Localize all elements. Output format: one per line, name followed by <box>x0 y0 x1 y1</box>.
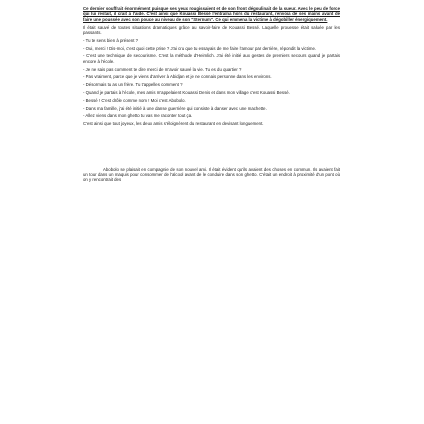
paragraph: C'est ainsi que tout joyeux, les deux amis s'éloignèrent du restaurant en devisant longuement. <box>83 121 264 127</box>
paragraph: Ce dernier souffrait énormément puisque ses yeux rougissaient et de son front dégoulinait de la sueur. Avec le peu de force qui lui restait, il crait à l'aide. C'est ainsi que Kouassi Bessé l'entraîna hors du restaurant, renvoia de ses mains avant de faire une poussée avec son pouce au niveau de son "Sternum". Ce qui emmena la victime à dégobiller énergiquement. <box>83 6 340 22</box>
dialogue-line: - Dans ma famille, j'ai été initié à une danse guerrière qui consiste à danser avec une machette. <box>83 105 267 111</box>
dialogue-line: - C'est une technique de secourisme. C'est la méthode d'Heimlich. J'ai été initié aux gestes de premiers secours quand je partais encore à l'école. <box>83 53 340 64</box>
dialogue-line: - Pas vraiment, parce que je viens d'arriver à Abidjan et je ne connais personne dans les environs. <box>83 74 272 80</box>
dialogue-line: - Oui, merci ! Dis-moi, c'est quoi cette prise ? J'ai cru que tu essayais de me faire l'amour par derrière, répondit la victime. <box>83 45 317 51</box>
dialogue-line: - Bessé ! C'est drôle comme nom ! Moi c'est Abobolo. <box>83 97 186 103</box>
paragraph: Abobolo se plaisait en compagnie de son nouvel ami. Il était évident qu'ils avaient des choses en commun. Ils avaient fait un tour dans un maquis pour consommer de l'alcool avant de le conduire dans son ghetto. C'était un endroit à proximité d'un pont où on y rencontrait des <box>83 166 340 183</box>
dialogue-line: - Allez viens dans mon ghetto tu vas me raconter tout ça. <box>83 113 193 119</box>
dialogue-line: - Désormais tu as un frère. Tu t'appelles comment ? <box>83 82 183 88</box>
dialogue-line: - Je ne sais pas comment te dire merci de m'avoir sauvé la vie. Tu es du quartier ? <box>83 66 242 72</box>
paragraph: Il était sauvé de toutes situations dramatiques grâce au savoir-faire de Kouassi Bessé. Laquelle prouesse était saluée par les passants. <box>83 24 340 36</box>
dialogue-line: - Tu te sens bien à présent ? <box>83 37 139 43</box>
dialogue-line: - Quand je partais à l'école, mes amis m'appelaient Kouassi Denis et dans mon village c'est Kouassi Bessé. <box>83 90 290 95</box>
